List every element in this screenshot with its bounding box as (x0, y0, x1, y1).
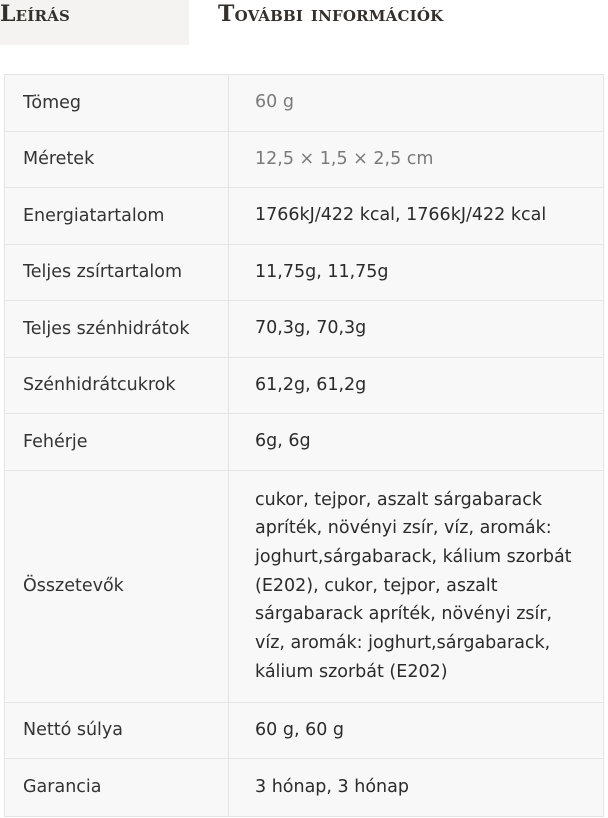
attribute-label: Méretek (5, 132, 229, 188)
table-row (5, 471, 603, 703)
attribute-label: Szénhidrátcukrok (5, 358, 229, 414)
attribute-value: 3 hónap, 3 hónap (255, 776, 409, 797)
table-row (5, 703, 603, 760)
attribute-label: Tömeg (5, 75, 229, 131)
attribute-value: 60 g, 60 g (255, 719, 345, 740)
attribute-label: Teljes zsírtartalom (5, 245, 229, 301)
attribute-label: Összetevők (5, 471, 229, 702)
attribute-value: 11,75g, 11,75g (255, 261, 389, 282)
table-row (5, 132, 603, 189)
attribute-label: Fehérje (5, 414, 229, 470)
tab-description[interactable]: Leírás (0, 0, 189, 45)
attribute-value: 70,3g, 70,3g (255, 318, 367, 339)
attribute-value: 1766kJ/422 kcal, 1766kJ/422 kcal (255, 205, 547, 226)
attribute-value: cukor, tejpor, aszalt sárgabarack apríték, növényi zsír, víz, aromák: joghurt,sárgabarack, kálium szorbát (E202), cukor, tejpor, aszalt sárgabarack apríték, növényi zsír, víz, aromák: joghurt,sárgabarack, kálium szorbát (E202) (255, 489, 572, 682)
table-row (5, 358, 603, 415)
attribute-label: Garancia (5, 759, 229, 816)
table-row (5, 414, 603, 471)
attribute-value: 6g, 6g (255, 431, 311, 452)
table-row (5, 75, 603, 132)
attribute-value: 12,5 × 1,5 × 2,5 cm (255, 148, 434, 169)
tab-additional-info[interactable]: További információk (218, 1, 444, 27)
table-row (5, 245, 603, 302)
table-row (5, 301, 603, 358)
additional-info-table (4, 74, 604, 817)
attribute-value: 61,2g, 61,2g (255, 374, 367, 395)
table-row (5, 188, 603, 245)
attribute-value: 60 g (255, 92, 294, 113)
attribute-label: Nettó súlya (5, 703, 229, 759)
tab-bar (0, 0, 608, 45)
attribute-label: Teljes szénhidrátok (5, 301, 229, 357)
table-row (5, 759, 603, 816)
attribute-label: Energiatartalom (5, 188, 229, 244)
